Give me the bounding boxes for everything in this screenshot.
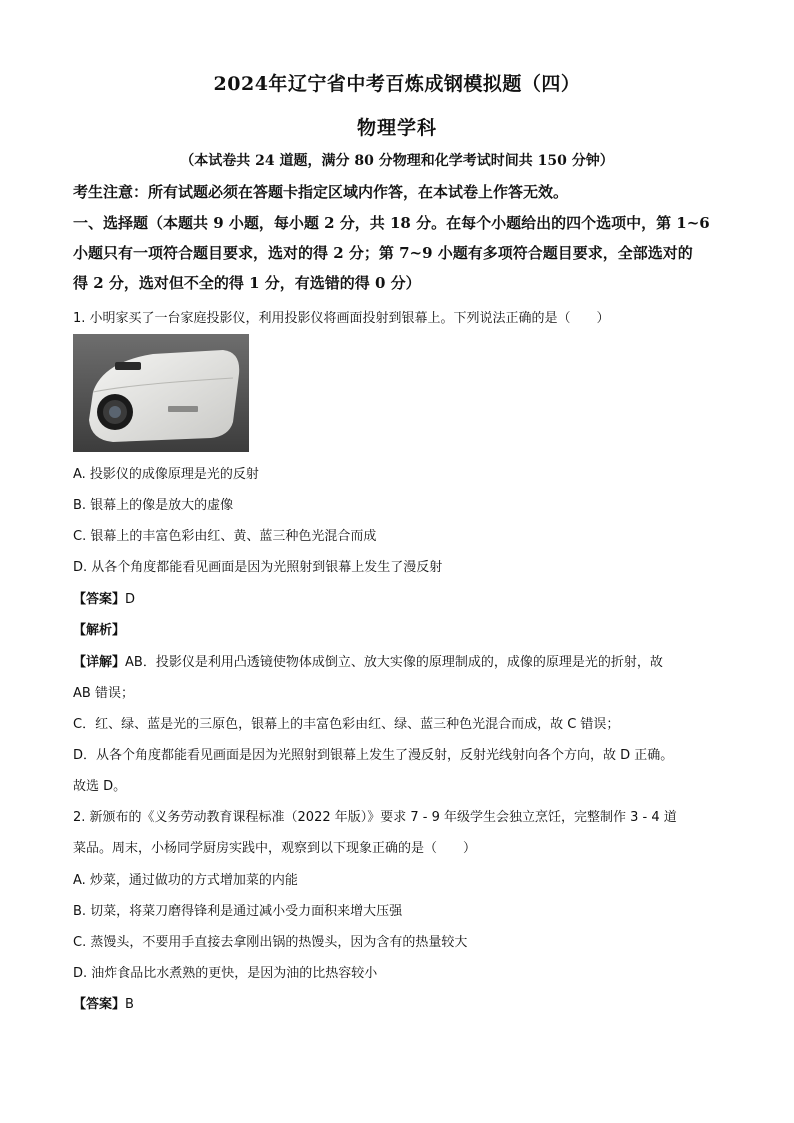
exam-info: （本试卷共 24 道题，满分 80 分物理和化学考试时间共 150 分钟） (180, 153, 614, 169)
question-1-option-c: C. 银幕上的丰富色彩由红、黄、蓝三种色光混合而成 (73, 529, 377, 544)
question-2-stem: 2. 新颁布的《义务劳动教育课程标准（2022 年版）》要求 7 - 9 年级学生会独立烹饪，完整制作 3 - 4 道 (73, 810, 677, 825)
question-1-detail (73, 651, 733, 670)
section-instruction-line: 得 2 分，选对但不全的得 1 分，有选错的得 0 分） (73, 274, 421, 292)
answer-value: D (125, 592, 136, 607)
detail-line: D．从各个角度都能看见画面是因为光照射到银幕上发生了漫反射，反射光线射向各个方向，故 D 正确。 (73, 748, 674, 763)
question-2-stem: 菜品。周末，小杨同学厨房实践中，观察到以下现象正确的是（ ） (73, 841, 477, 856)
detail-line: 故选 D。 (73, 779, 127, 794)
question-2-answer (73, 993, 733, 1012)
subject-title: 物理学科 (356, 117, 437, 139)
question-1-analysis-tag (73, 619, 733, 638)
question-1-option-a: A. 投影仪的成像原理是光的反射 (73, 467, 259, 482)
question-1-option-d: D. 从各个角度都能看见画面是因为光照射到银幕上发生了漫反射 (73, 560, 443, 575)
detail-tag: 【详解】 (73, 655, 126, 670)
question-2-option-d: D. 油炸食品比水煮熟的更快，是因为油的比热容较小 (73, 966, 378, 981)
question-2-option-a: A. 炒菜，通过做功的方式增加菜的内能 (73, 873, 298, 888)
question-2-option-c: C. 蒸馒头，不要用手直接去拿刚出锅的热馒头，因为含有的热量较大 (73, 935, 468, 950)
answer-tag: 【答案】 (73, 592, 126, 607)
question-1-option-b: B. 银幕上的像是放大的虚像 (73, 498, 234, 513)
exam-title: 2024年辽宁省中考百炼成钢模拟题（四） (213, 73, 581, 95)
projector-image (73, 334, 249, 452)
section-instruction-line: 一、选择题（本题共 9 小题，每小题 2 分，共 18 分。在每个小题给出的四个选项中，第 1~6 (73, 214, 710, 232)
detail-line: AB 错误； (73, 686, 134, 701)
notice: 考生注意：所有试题必须在答题卡指定区域内作答，在本试卷上作答无效。 (73, 183, 569, 201)
analysis-tag: 【解析】 (73, 623, 126, 638)
answer-value: B (125, 997, 134, 1012)
question-2-option-b: B. 切菜，将菜刀磨得锋利是通过减小受力面积来增大压强 (73, 904, 403, 919)
section-instruction-line: 小题只有一项符合题目要求，选对的得 2 分；第 7~9 小题有多项符合题目要求，全部选对的 (73, 244, 693, 262)
question-1-answer (73, 588, 733, 607)
question-1-stem: 1. 小明家买了一台家庭投影仪，利用投影仪将画面投射到银幕上。下列说法正确的是（ ） (73, 311, 610, 326)
detail-text: AB．投影仪是利用凸透镜使物体成倒立、放大实像的原理制成的，成像的原理是光的折射，故 (125, 655, 663, 670)
detail-line: C．红、绿、蓝是光的三原色，银幕上的丰富色彩由红、绿、蓝三种色光混合而成，故 C 错误； (73, 717, 620, 732)
answer-tag: 【答案】 (73, 997, 126, 1012)
